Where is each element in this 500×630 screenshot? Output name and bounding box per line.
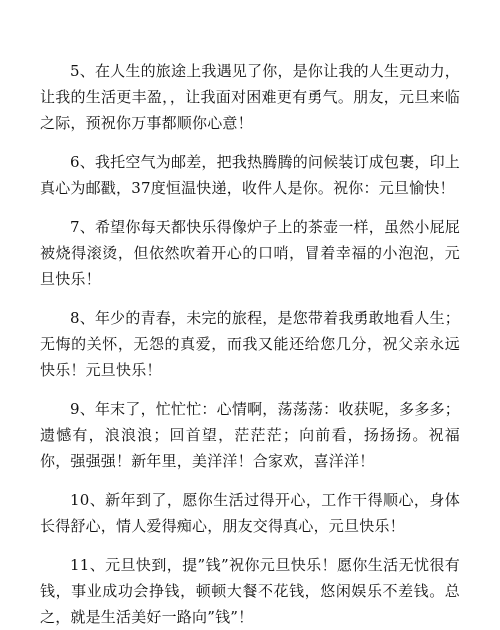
paragraph-8: 8、年少的青春，未完的旅程，是您带着我勇敢地看人生；无悔的关怀，无怨的真爱，而我又能还给您几分，祝父亲永远快乐！元旦快乐！ bbox=[40, 309, 460, 379]
paragraph-7: 7、希望你每天都快乐得像炉子上的茶壶一样，虽然小屁屁被烧得滚烫，但依然吹着开心的口哨，冒着幸福的小泡泡，元旦快乐！ bbox=[40, 218, 460, 288]
paragraph-5: 5、在人生的旅途上我遇见了你，是你让我的人生更动力，让我的生活更丰盈，，让我面对困难更有勇气。朋友，元旦来临之际，预祝你万事都顺你心意！ bbox=[40, 62, 460, 132]
paragraph-11: 11、元旦快到，提”钱”祝你元旦快乐！愿你生活无忧很有钱，事业成功会挣钱，顿顿大餐不花钱，悠闲娱乐不差钱。总之，就是生活美好一路向”钱”！ bbox=[40, 556, 460, 626]
paragraph-10: 10、新年到了，愿你生活过得开心，工作干得顺心，身体长得舒心，情人爱得痴心，朋友交得真心，元旦快乐！ bbox=[40, 491, 460, 535]
paragraph-6: 6、我托空气为邮差，把我热腾腾的问候装订成包裹，印上真心为邮戳，37度恒温快递，收件人是你。祝你：元旦愉快！ bbox=[40, 153, 460, 197]
paragraph-9: 9、年末了，忙忙忙：心情啊，荡荡荡：收获呢，多多多；遗憾有，浪浪浪；回首望，茫茫茫；向前看，扬扬扬。祝福你，强强强！新年里，美洋洋！合家欢，喜洋洋！ bbox=[40, 400, 460, 470]
